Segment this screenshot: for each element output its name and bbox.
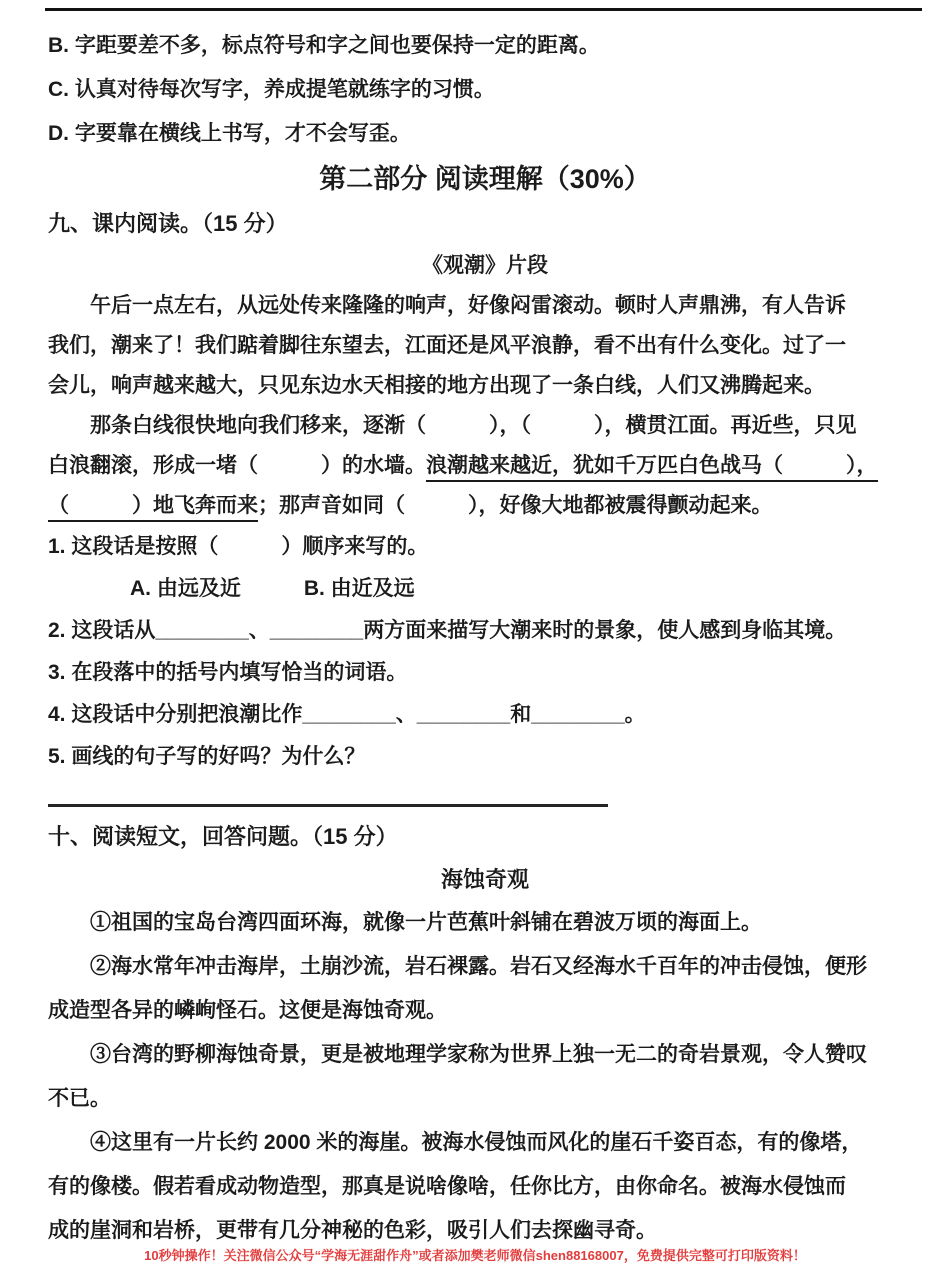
passage1-para2-line2 (48, 446, 922, 486)
choice-option-d: D. 字要靠在横线上书写，才不会写歪。 (48, 122, 411, 145)
passage2-para3-line2: 不已。 (48, 1087, 111, 1110)
passage2-para1-line1: ①祖国的宝岛台湾四面环海，就像一片芭蕉叶斜铺在碧波万顷的海面上。 (90, 911, 762, 934)
passage2-para4-line2: 有的像楼。假若看成动物造型，那真是说啥像啥，任你比方，由你命名。被海水侵蚀而 (48, 1175, 846, 1198)
passage2-para3-line1: ③台湾的野柳海蚀奇景，更是被地理学家称为世界上独一无二的奇岩景观，令人赞叹 (90, 1043, 867, 1066)
passage2-para2-line1: ②海水常年冲击海岸，土崩沙流，岩石裸露。岩石又经海水千百年的冲击侵蚀，便形 (90, 955, 867, 978)
passage1-para1-line1: 午后一点左右，从远处传来隆隆的响声，好像闷雷滚动。顿时人声鼎沸，有人告诉 (90, 294, 846, 317)
passage1-para2-line3 (48, 486, 922, 526)
passage2-para4-line1: ④这里有一片长约 2000 米的海崖。被海水侵蚀而风化的崖石千姿百态，有的像塔， (90, 1131, 863, 1154)
section9-heading: 九、课内阅读。（15 分） (48, 211, 288, 236)
question-2: 2. 这段话从________、________两方面来描写大潮来时的景象，使人感到身临其境。 (48, 619, 847, 642)
choice-option-b: B. 字距要差不多，标点符号和字之间也要保持一定的距离。 (48, 34, 600, 57)
passage2-para4-line3: 成的崖洞和岩桥，更带有几分神秘的色彩，吸引人们去探幽寻奇。 (48, 1219, 657, 1242)
question-1-options: A. 由远及近 B. 由近及远 (130, 577, 415, 600)
footer-promo-text: 10秒钟操作！关注微信公众号“学海无涯甜作舟”或者添加樊老师微信shen88168007，免费提供完整可打印版资料！ (144, 1248, 806, 1263)
answer-blank-line (48, 804, 608, 807)
question-1: 1. 这段话是按照（ ）顺序来写的。 (48, 535, 429, 558)
passage2-title: 海蚀奇观 (440, 867, 529, 892)
choice-option-c: C. 认真对待每次写字，养成提笔就练字的习惯。 (48, 78, 495, 101)
para2-line3-plain-text: ；那声音如同（ ），好像大地都被震得颤动起来。 (258, 494, 773, 517)
question-4: 4. 这段话中分别把浪潮比作________、________和________。 (48, 703, 646, 726)
para2-line3-underlined-text: （ ）地飞奔而来 (48, 494, 258, 522)
passage2-para2-line2: 成造型各异的嶙峋怪石。这便是海蚀奇观。 (48, 999, 447, 1022)
passage1-para1-line3: 会儿，响声越来越大，只见东边水天相接的地方出现了一条白线，人们又沸腾起来。 (48, 374, 825, 397)
exam-content (0, 11, 950, 1253)
question-3: 3. 在段落中的括号内填写恰当的词语。 (48, 661, 408, 684)
para2-line2-plain-text: 白浪翻滚，形成一堵（ ）的水墙。 (48, 454, 426, 477)
passage1-para1-line2: 我们，潮来了！我们踮着脚往东望去，江面还是风平浪静，看不出有什么变化。过了一 (48, 334, 846, 357)
passage1-para2-line1: 那条白线很快地向我们移来，逐渐（ ），（ ），横贯江面。再近些，只见 (90, 414, 857, 437)
part2-title: 第二部分 阅读理解（30%） (319, 164, 651, 194)
question-5: 5. 画线的句子写的好吗？为什么？ (48, 745, 366, 768)
section10-heading: 十、阅读短文，回答问题。（15 分） (48, 824, 398, 849)
passage1-title: 《观潮》片段 (422, 254, 548, 277)
para2-line2-underlined-text: 浪潮越来越近，犹如千万匹白色战马（ ）， (426, 454, 878, 482)
